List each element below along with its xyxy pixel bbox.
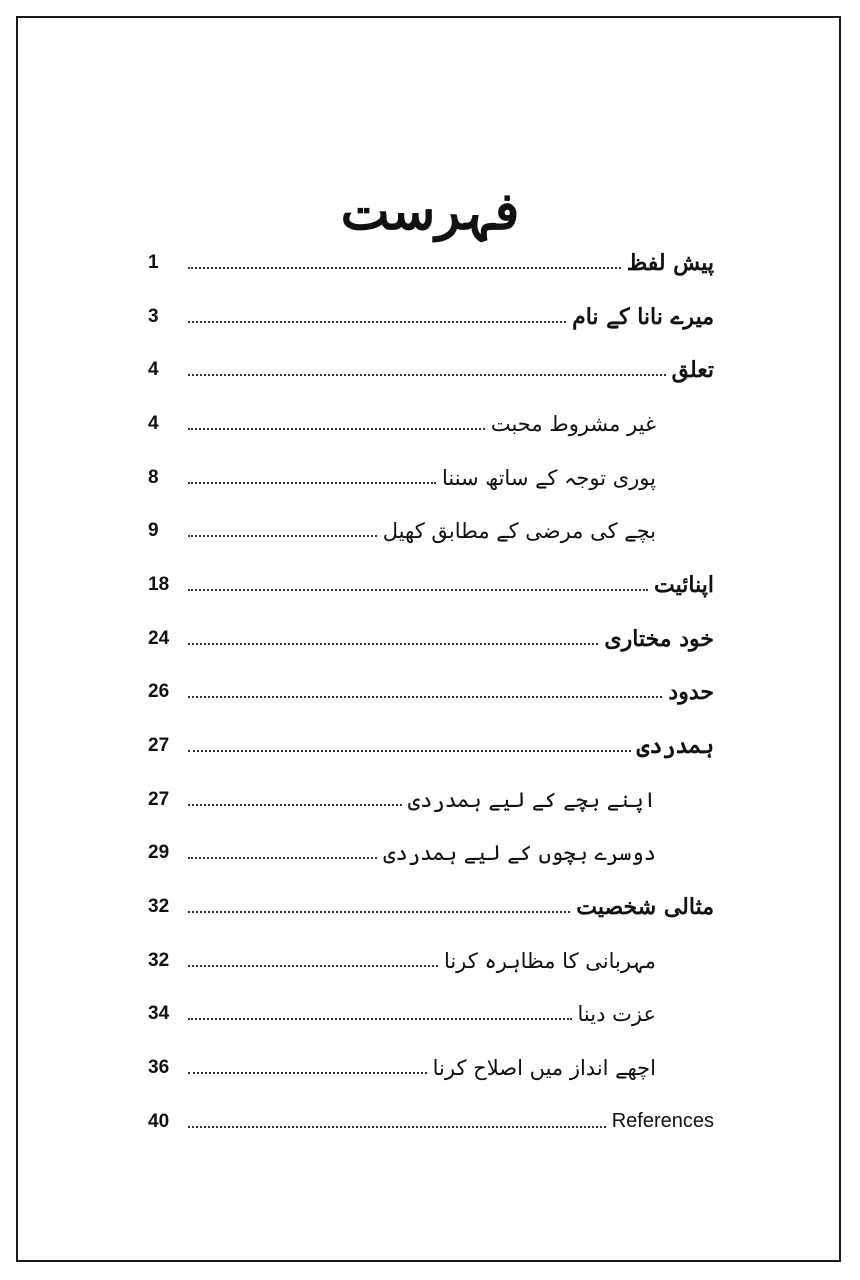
toc-subentry[interactable] [148,773,714,827]
dot-leader [188,857,377,859]
dot-leader [188,696,662,698]
toc-page-number: 9 [148,520,159,542]
toc-entry-label: میرے نانا کے نام [572,303,714,330]
toc-page-number: 8 [148,466,159,488]
toc-subentry[interactable] [148,827,714,881]
toc-page-number: 27 [148,735,170,757]
toc-subentry-label: اپنے بچے کے لیے ہمدردی [407,787,656,812]
dot-leader [188,267,621,269]
toc-entry-label: پیش لفظ [626,249,714,276]
toc-subentry[interactable] [148,397,714,451]
dot-leader [188,804,402,806]
toc-page-number: 24 [148,627,170,649]
dot-leader [188,1018,572,1020]
dot-leader [188,1072,427,1074]
toc-subentry-label: دوسرے بچوں کے لیے ہمدردی [383,841,656,866]
dot-leader [188,750,631,752]
toc-page-number: 18 [148,573,170,595]
toc-entry[interactable] [148,236,714,290]
toc-page-number: 32 [148,949,170,971]
toc-subentry-label: پوری توجہ کے ساتھ سننا [441,465,656,490]
toc-page-number: 1 [148,251,159,273]
dot-leader [188,535,377,537]
dot-leader [188,1126,606,1128]
toc-entry-label: تعلق [671,357,714,384]
toc-entry-label: مثالی شخصیت [576,894,714,921]
toc-page-number: 40 [148,1110,170,1132]
toc-subentry-label: عزت دینا [577,1002,656,1027]
toc-subentry-label: اچھے انداز میں اصلاح کرنا [432,1056,656,1081]
toc-subentry[interactable] [148,934,714,988]
toc-entry[interactable] [148,558,714,612]
toc-subentry[interactable] [148,451,714,505]
toc-page-number: 27 [148,788,170,810]
toc-title: فہرست [340,180,520,242]
toc-page-number: 36 [148,1057,170,1079]
toc-entry-label: اپنائیت [654,571,714,598]
toc-list [148,236,714,1149]
dot-leader [188,911,570,913]
toc-entry[interactable] [148,1095,714,1149]
dot-leader [188,428,485,430]
toc-page-number: 32 [148,896,170,918]
dot-leader [188,965,438,967]
toc-entry-label: ہمدردی [636,733,714,760]
toc-subentry-label: مہربانی کا مظاہرہ کرنا [443,948,656,973]
toc-subentry[interactable] [148,1041,714,1095]
toc-subentry[interactable] [148,988,714,1042]
dot-leader [188,321,566,323]
dot-leader [188,482,436,484]
toc-page-number: 29 [148,842,170,864]
toc-entry-label: References [611,1110,714,1133]
dot-leader [188,374,666,376]
toc-page-number: 4 [148,412,159,434]
dot-leader [188,643,598,645]
toc-entry-label: حدود [668,679,714,706]
toc-entry[interactable] [148,880,714,934]
dot-leader [188,589,648,591]
toc-page-number: 4 [148,359,159,381]
toc-entry[interactable] [148,612,714,666]
toc-entry[interactable] [148,343,714,397]
toc-page-number: 3 [148,305,159,327]
toc-entry[interactable] [148,290,714,344]
toc-entry-label: خود مختاری [604,625,714,652]
toc-page-number: 34 [148,1003,170,1025]
toc-subentry[interactable] [148,504,714,558]
toc-subentry-label: غیر مشروط محبت [490,411,656,436]
toc-page-number: 26 [148,681,170,703]
toc-subentry-label: بچے کی مرضی کے مطابق کھیل [382,519,656,544]
toc-entry[interactable] [148,666,714,720]
toc-entry[interactable] [148,719,714,773]
